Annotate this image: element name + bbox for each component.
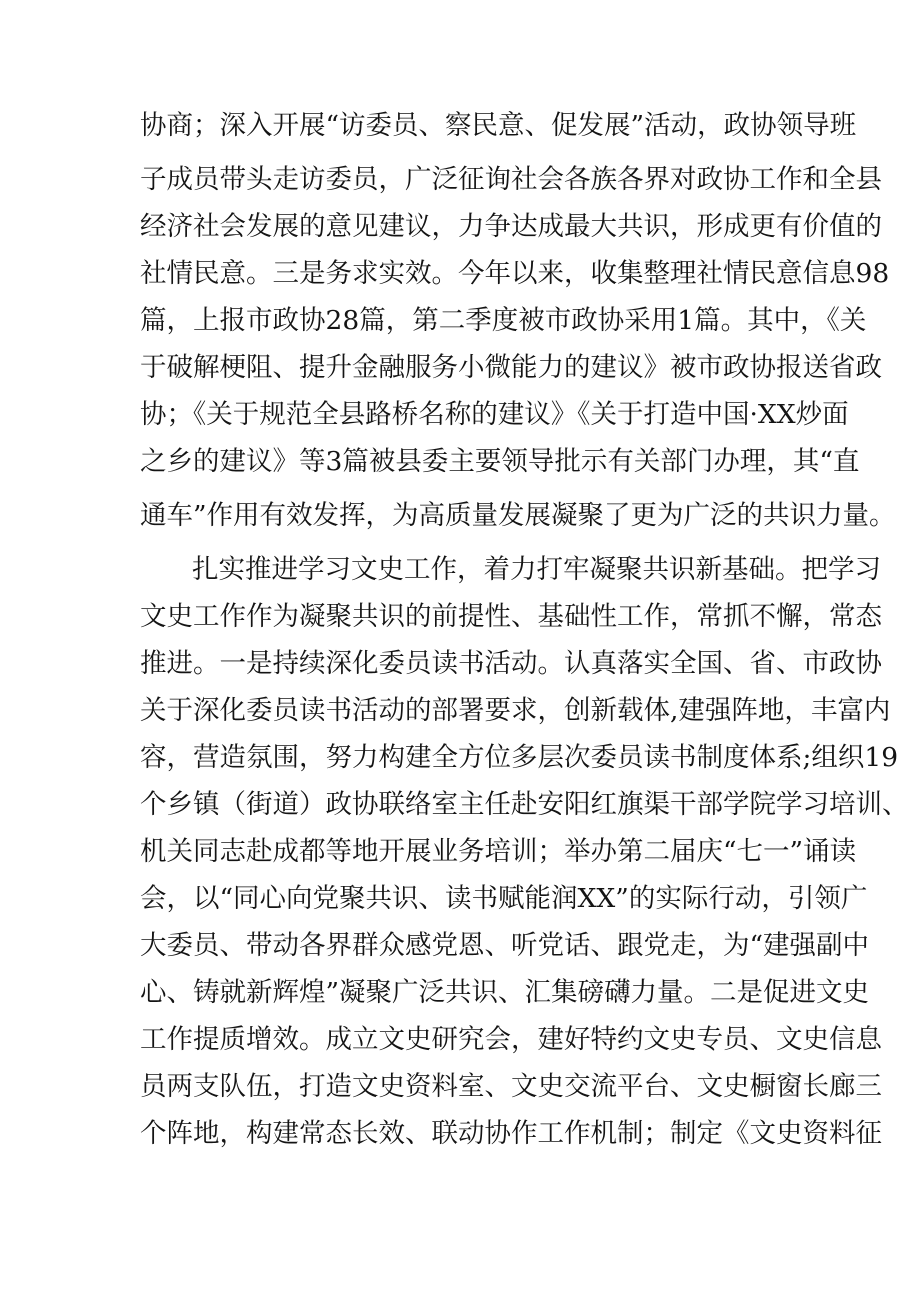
paragraph-1-line-6: 于破解梗阻、提升金融服务小微能力的建议》被市政协报送省政 (140, 352, 882, 383)
paragraph-2-line-13: 个阵地，构建常态长效、联动协作工作机制；制定《文史资料征 (140, 1118, 882, 1149)
paragraph-2-line-7: 机关同志赴成都等地开展业务培训；举办第二届庆“七一”诵读 (140, 836, 857, 867)
paragraph-1-line-3: 经济社会发展的意见建议，力争达成最大共识，形成更有价值的 (140, 211, 882, 242)
paragraph-1-line-7: 协；《关于规范全县路桥名称的建议》《关于打造中国·XX炒面 (140, 399, 849, 430)
paragraph-1-line-5: 篇，上报市政协28篇，第二季度被市政协采用1篇。其中，《关 (140, 305, 867, 336)
paragraph-2-line-3: 推进。一是持续深化委员读书活动。认真落实全国、省、市政协 (140, 648, 882, 679)
paragraph-1-line-2: 子成员带头走访委员，广泛征询社会各族各界对政协工作和全县 (140, 164, 882, 195)
paragraph-2-line-5: 容，营造氛围，努力构建全方位多层次委员读书制度体系;组织19 (140, 742, 899, 773)
paragraph-2-line-1: 扎实推进学习文史工作，着力打牢凝聚共识新基础。把学习 (192, 554, 881, 585)
paragraph-2-line-12: 员两支队伍，打造文史资料室、文史交流平台、文史橱窗长廊三 (140, 1071, 882, 1102)
paragraph-2-line-4: 关于深化委员读书活动的部署要求，创新载体,建强阵地，丰富内 (140, 695, 891, 726)
paragraph-2-line-9: 大委员、带动各界群众感党恩、听党话、跟党走，为“建强副中 (140, 930, 870, 961)
paragraph-1-line-1: 协商；深入开展“访委员、察民意、促发展”活动，政协领导班 (140, 110, 857, 141)
paragraph-2-line-6: 个乡镇（街道）政协联络室主任赴安阳红旗渠干部学院学习培训、 (140, 789, 909, 820)
paragraph-1-line-8: 之乡的建议》等3篇被县委主要领导批示有关部门办理，其“直 (140, 446, 860, 477)
paragraph-1-line-4: 社情民意。三是务求实效。今年以来，收集整理社情民意信息98 (140, 258, 890, 289)
paragraph-2-line-2: 文史工作作为凝聚共识的前提性、基础性工作，常抓不懈，常态 (140, 601, 882, 632)
paragraph-2-line-11: 工作提质增效。成立文史研究会，建好特约文史专员、文史信息 (140, 1024, 882, 1055)
paragraph-2-line-8: 会，以“同心向党聚共识、读书赋能润XX”的实际行动，引领广 (140, 883, 868, 914)
paragraph-2-line-10: 心、铸就新辉煌”凝聚广泛共识、汇集磅礴力量。二是促进文史 (140, 977, 870, 1008)
paragraph-1-line-9: 通车”作用有效发挥，为高质量发展凝聚了更为广泛的共识力量。 (140, 500, 896, 531)
